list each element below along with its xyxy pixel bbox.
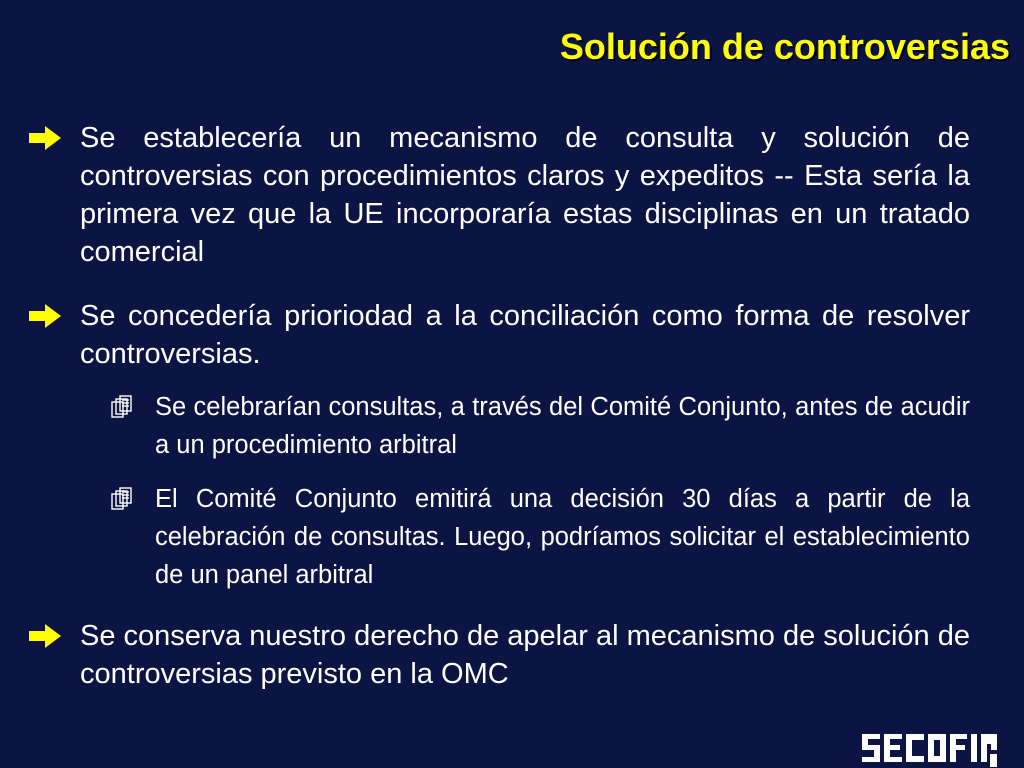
documents-icon [111, 394, 135, 422]
sub-bullet-text: El Comité Conjunto emitirá una decisión 30 días a partir de la celebración de consultas. Luego, podríamos solicitar el establecimiento de un panel arbitral [155, 485, 970, 589]
bullet-text: Se conserva nuestro derecho de apelar al mecanismo de solución de controversias previsto en la OMC [80, 620, 970, 690]
arrow-right-icon [28, 303, 62, 329]
arrow-right-icon [28, 125, 62, 151]
secofi-logo [860, 730, 1000, 768]
sub-bullet-item [155, 388, 970, 464]
slide-title: Solución de controversias [559, 26, 1010, 67]
bullet-item [80, 617, 970, 693]
sub-bullet-item [155, 480, 970, 594]
bullet-text: Se establecería un mecanismo de consulta y solución de controversias con procedimientos claros y expeditos -- Esta sería la primera vez que la UE incorporaría estas disciplinas en un tratado comercial [80, 122, 970, 268]
bullet-text: Se concedería prioriodad a la conciliación como forma de resolver controversias. [80, 300, 970, 370]
documents-icon [111, 486, 135, 514]
arrow-right-icon [28, 623, 62, 649]
bullet-item [80, 297, 970, 373]
bullet-item [80, 119, 970, 271]
sub-bullet-text: Se celebrarían consultas, a través del Comité Conjunto, antes de acudir a un procedimiento arbitral [155, 393, 970, 459]
